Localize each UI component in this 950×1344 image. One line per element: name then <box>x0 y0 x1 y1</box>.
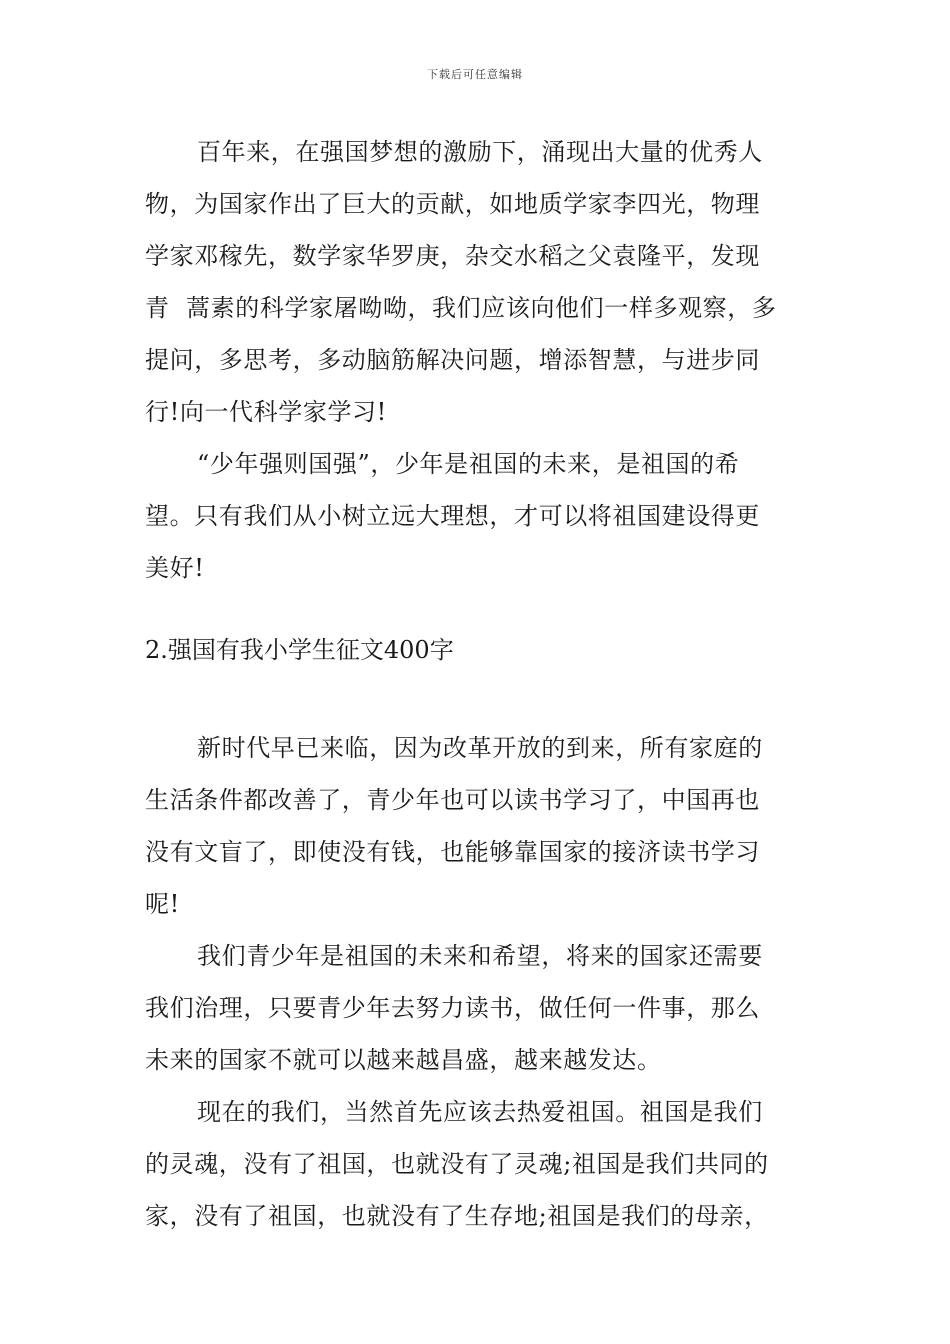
text-line: 新时代早已来临，因为改革开放的到来，所有家庭的 <box>197 734 763 762</box>
text-line: 美好! <box>145 554 205 582</box>
text-line: 望。只有我们从小树立远大理想，才可以将祖国建设得更 <box>145 502 760 530</box>
text-line: 青 蒿素的科学家屠呦呦，我们应该向他们一样多观察，多 <box>145 294 777 322</box>
text-line: 我们治理，只要青少年去努力读书，做任何一件事，那么 <box>145 994 760 1022</box>
text-line: 家，没有了祖国，也就没有了生存地;祖国是我们的母亲， <box>145 1202 769 1230</box>
paragraph-new-era <box>145 722 807 930</box>
section-2-text <box>145 722 807 1242</box>
paragraph-love-motherland <box>145 1086 807 1242</box>
text-line: 现在的我们，当然首先应该去热爱祖国。祖国是我们 <box>197 1098 763 1126</box>
text-line: 学家邓稼先，数学家华罗庚，杂交水稻之父袁隆平，发现 <box>145 242 760 270</box>
text-line: 没有文盲了，即使没有钱，也能够靠国家的接济读书学习 <box>145 838 760 866</box>
text-line: “少年强则国强”，少年是祖国的未来，是祖国的希 <box>197 450 740 478</box>
paragraph-youth-strong <box>145 438 807 594</box>
text-line: 的灵魂，没有了祖国，也就没有了灵魂;祖国是我们共同的 <box>145 1150 769 1178</box>
text-line: 呢! <box>145 890 180 918</box>
section-2-heading: 2.强国有我小学生征文400字 <box>145 636 454 664</box>
page-header-caption: 下载后可任意编辑 <box>427 68 523 81</box>
text-line: 物，为国家作出了巨大的贡献，如地质学家李四光，物理 <box>145 190 760 218</box>
text-line: 行!向一代科学家学习! <box>145 398 387 426</box>
text-line: 百年来，在强国梦想的激励下，涌现出大量的优秀人 <box>197 138 763 166</box>
section-1-text <box>145 126 807 594</box>
text-line: 提问，多思考，多动脑筋解决问题，增添智慧，与进步同 <box>145 346 760 374</box>
text-line: 生活条件都改善了，青少年也可以读书学习了，中国再也 <box>145 786 760 814</box>
text-line: 未来的国家不就可以越来越昌盛，越来越发达。 <box>145 1046 662 1074</box>
text-line: 我们青少年是祖国的未来和希望，将来的国家还需要 <box>197 942 763 970</box>
paragraph-scientists <box>145 126 807 438</box>
paragraph-youth-future <box>145 930 807 1086</box>
